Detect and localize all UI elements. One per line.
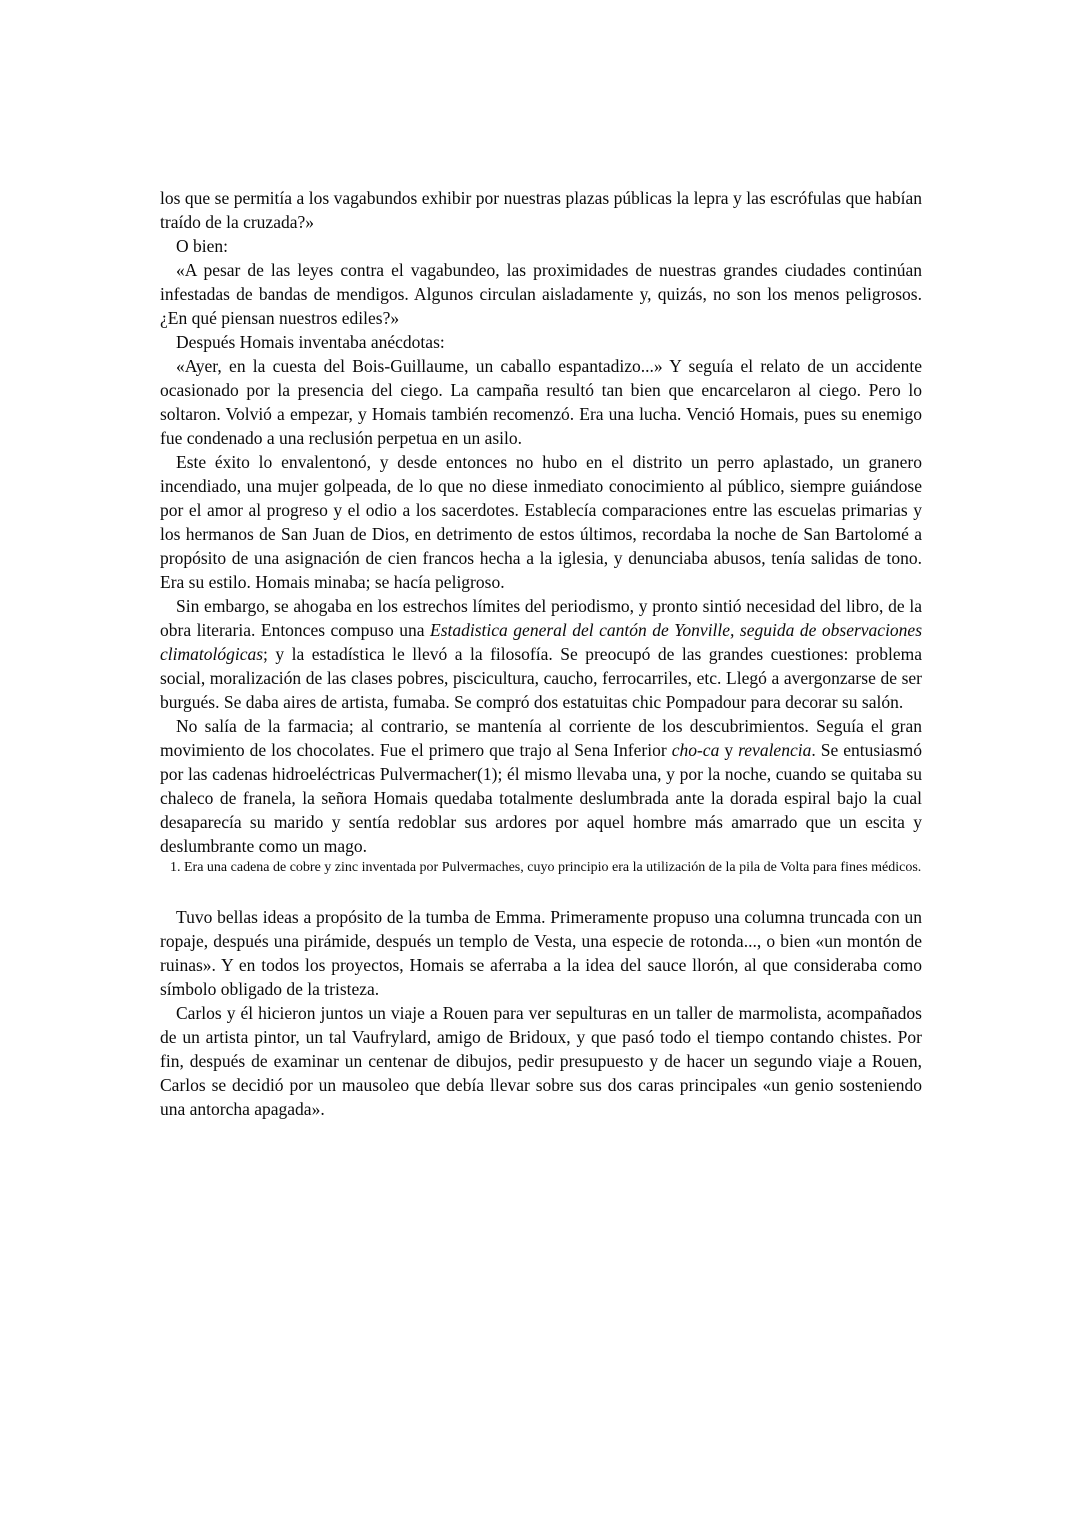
- paragraph: [160, 450, 922, 594]
- text-run: . Se entusiasmó por las cadenas hidroeléctricas Pulvermacher(1); él mismo llevaba una, y por la noche, cuando se quitaba su chaleco de franela, la señora Homais quedaba totalmente deslumbrada ante la dorada espiral bajo la cual desaparecía su marido y sentía redoblar sus ardores por aquel hombre más amarrado que un escita y deslumbrante como un mago.: [160, 740, 923, 856]
- text-run: Sin embargo, se ahogaba en los estrechos límites del periodismo, y pronto sintió necesidad del libro, de la obra literaria. Entonces compuso una: [160, 596, 922, 640]
- text-run: «A pesar de las leyes contra el vagabundeo, las proximidades de nuestras grandes ciudades continúan infestadas de bandas de mendigos. Algunos circulan aisladamente y, quizás, no son los menos peligrosos. ¿En qué piensan nuestros ediles?»: [160, 260, 922, 328]
- paragraph: [160, 258, 922, 330]
- paragraph: [160, 905, 922, 1001]
- paragraph: [160, 186, 922, 234]
- paragraph: [160, 330, 922, 354]
- italic-text-run: revalencia: [738, 740, 812, 760]
- text-block: [160, 186, 922, 1121]
- text-run: No salía de la farmacia; al contrario, se mantenía al corriente de los descubrimientos. Seguía el gran movimiento de los chocolates. Fue el primero que trajo al Sena Inferior: [160, 716, 922, 760]
- text-run: Carlos y él hicieron juntos un viaje a Rouen para ver sepulturas en un taller de marmolista, acompañados de un artista pintor, un tal Vaufrylard, amigo de Bridoux, y que pasó todo el tiempo contando chistes. Por fin, después de examinar un centenar de dibujos, pedir presupuesto y de hacer un segundo viaje a Rouen, Carlos se decidió por un mausoleo que debía llevar sobre sus dos caras principales «un genio sosteniendo una antorcha apagada».: [160, 1003, 922, 1119]
- paragraph: [160, 714, 922, 858]
- text-run: Después Homais inventaba anécdotas:: [176, 332, 445, 352]
- text-run: 1. Era una cadena de cobre y zinc inventada por Pulvermaches, cuyo principio era la utilización de la pila de Volta para fines médicos.: [170, 860, 922, 875]
- text-run: y: [719, 740, 739, 760]
- italic-text-run: cho-ca: [671, 740, 720, 760]
- paragraph: [160, 234, 922, 258]
- paragraph: [160, 594, 922, 714]
- text-run: O bien:: [176, 236, 229, 256]
- text-run: Este éxito lo envalentonó, y desde entonces no hubo en el distrito un perro aplastado, un granero incendiado, una mujer golpeada, de lo que no diese inmediato conocimiento al público, siempre guiándose por el amor al progreso y el odio a los sacerdotes. Establecía comparaciones entre las escuelas primarias y los hermanos de San Juan de Dios, en detrimento de estos últimos, recordaba la noche de San Bartolomé a propósito de una asignación de cien francos hecha a la iglesia, y denunciaba abusos, tenía salidas de tono. Era su estilo. Homais minaba; se hacía peligroso.: [160, 452, 922, 592]
- text-run: ; y la estadística le llevó a la filosofía. Se preocupó de las grandes cuestiones: problema social, moralización de las clases pobres, piscicultura, caucho, ferrocarriles, etc. Llegó a avergonzarse de ser burgués. Se daba aires de artista, fumaba. Se compró dos estatuitas chic Pompadour para decorar su salón.: [160, 644, 922, 712]
- footnote: [160, 858, 922, 877]
- paragraph: [160, 1001, 922, 1121]
- text-run: Tuvo bellas ideas a propósito de la tumba de Emma. Primeramente propuso una columna truncada con un ropaje, después una pirámide, después un templo de Vesta, una especie de rotonda..., o bien «un montón de ruinas». Y en todos los proyectos, Homais se aferraba a la idea del sauce llorón, al que consideraba como símbolo obligado de la tristeza.: [160, 907, 922, 999]
- text-run: los que se permitía a los vagabundos exhibir por nuestras plazas públicas la lepra y las escrófulas que habían traído de la cruzada?»: [160, 188, 922, 232]
- italic-text-run: Estadistica general del cantón de Yonville, seguida de observaciones climatológicas: [160, 620, 923, 664]
- text-run: «Ayer, en la cuesta del Bois-Guillaume, un caballo espantadizo...» Y seguía el relato de un accidente ocasionado por la presencia del ciego. La campaña resultó tan bien que encarcelaron al ciego. Pero lo soltaron. Volvió a empezar, y Homais también recomenzó. Era una lucha. Venció Homais, pues su enemigo fue condenado a una reclusión perpetua en un asilo.: [160, 356, 922, 448]
- paragraph: [160, 354, 922, 450]
